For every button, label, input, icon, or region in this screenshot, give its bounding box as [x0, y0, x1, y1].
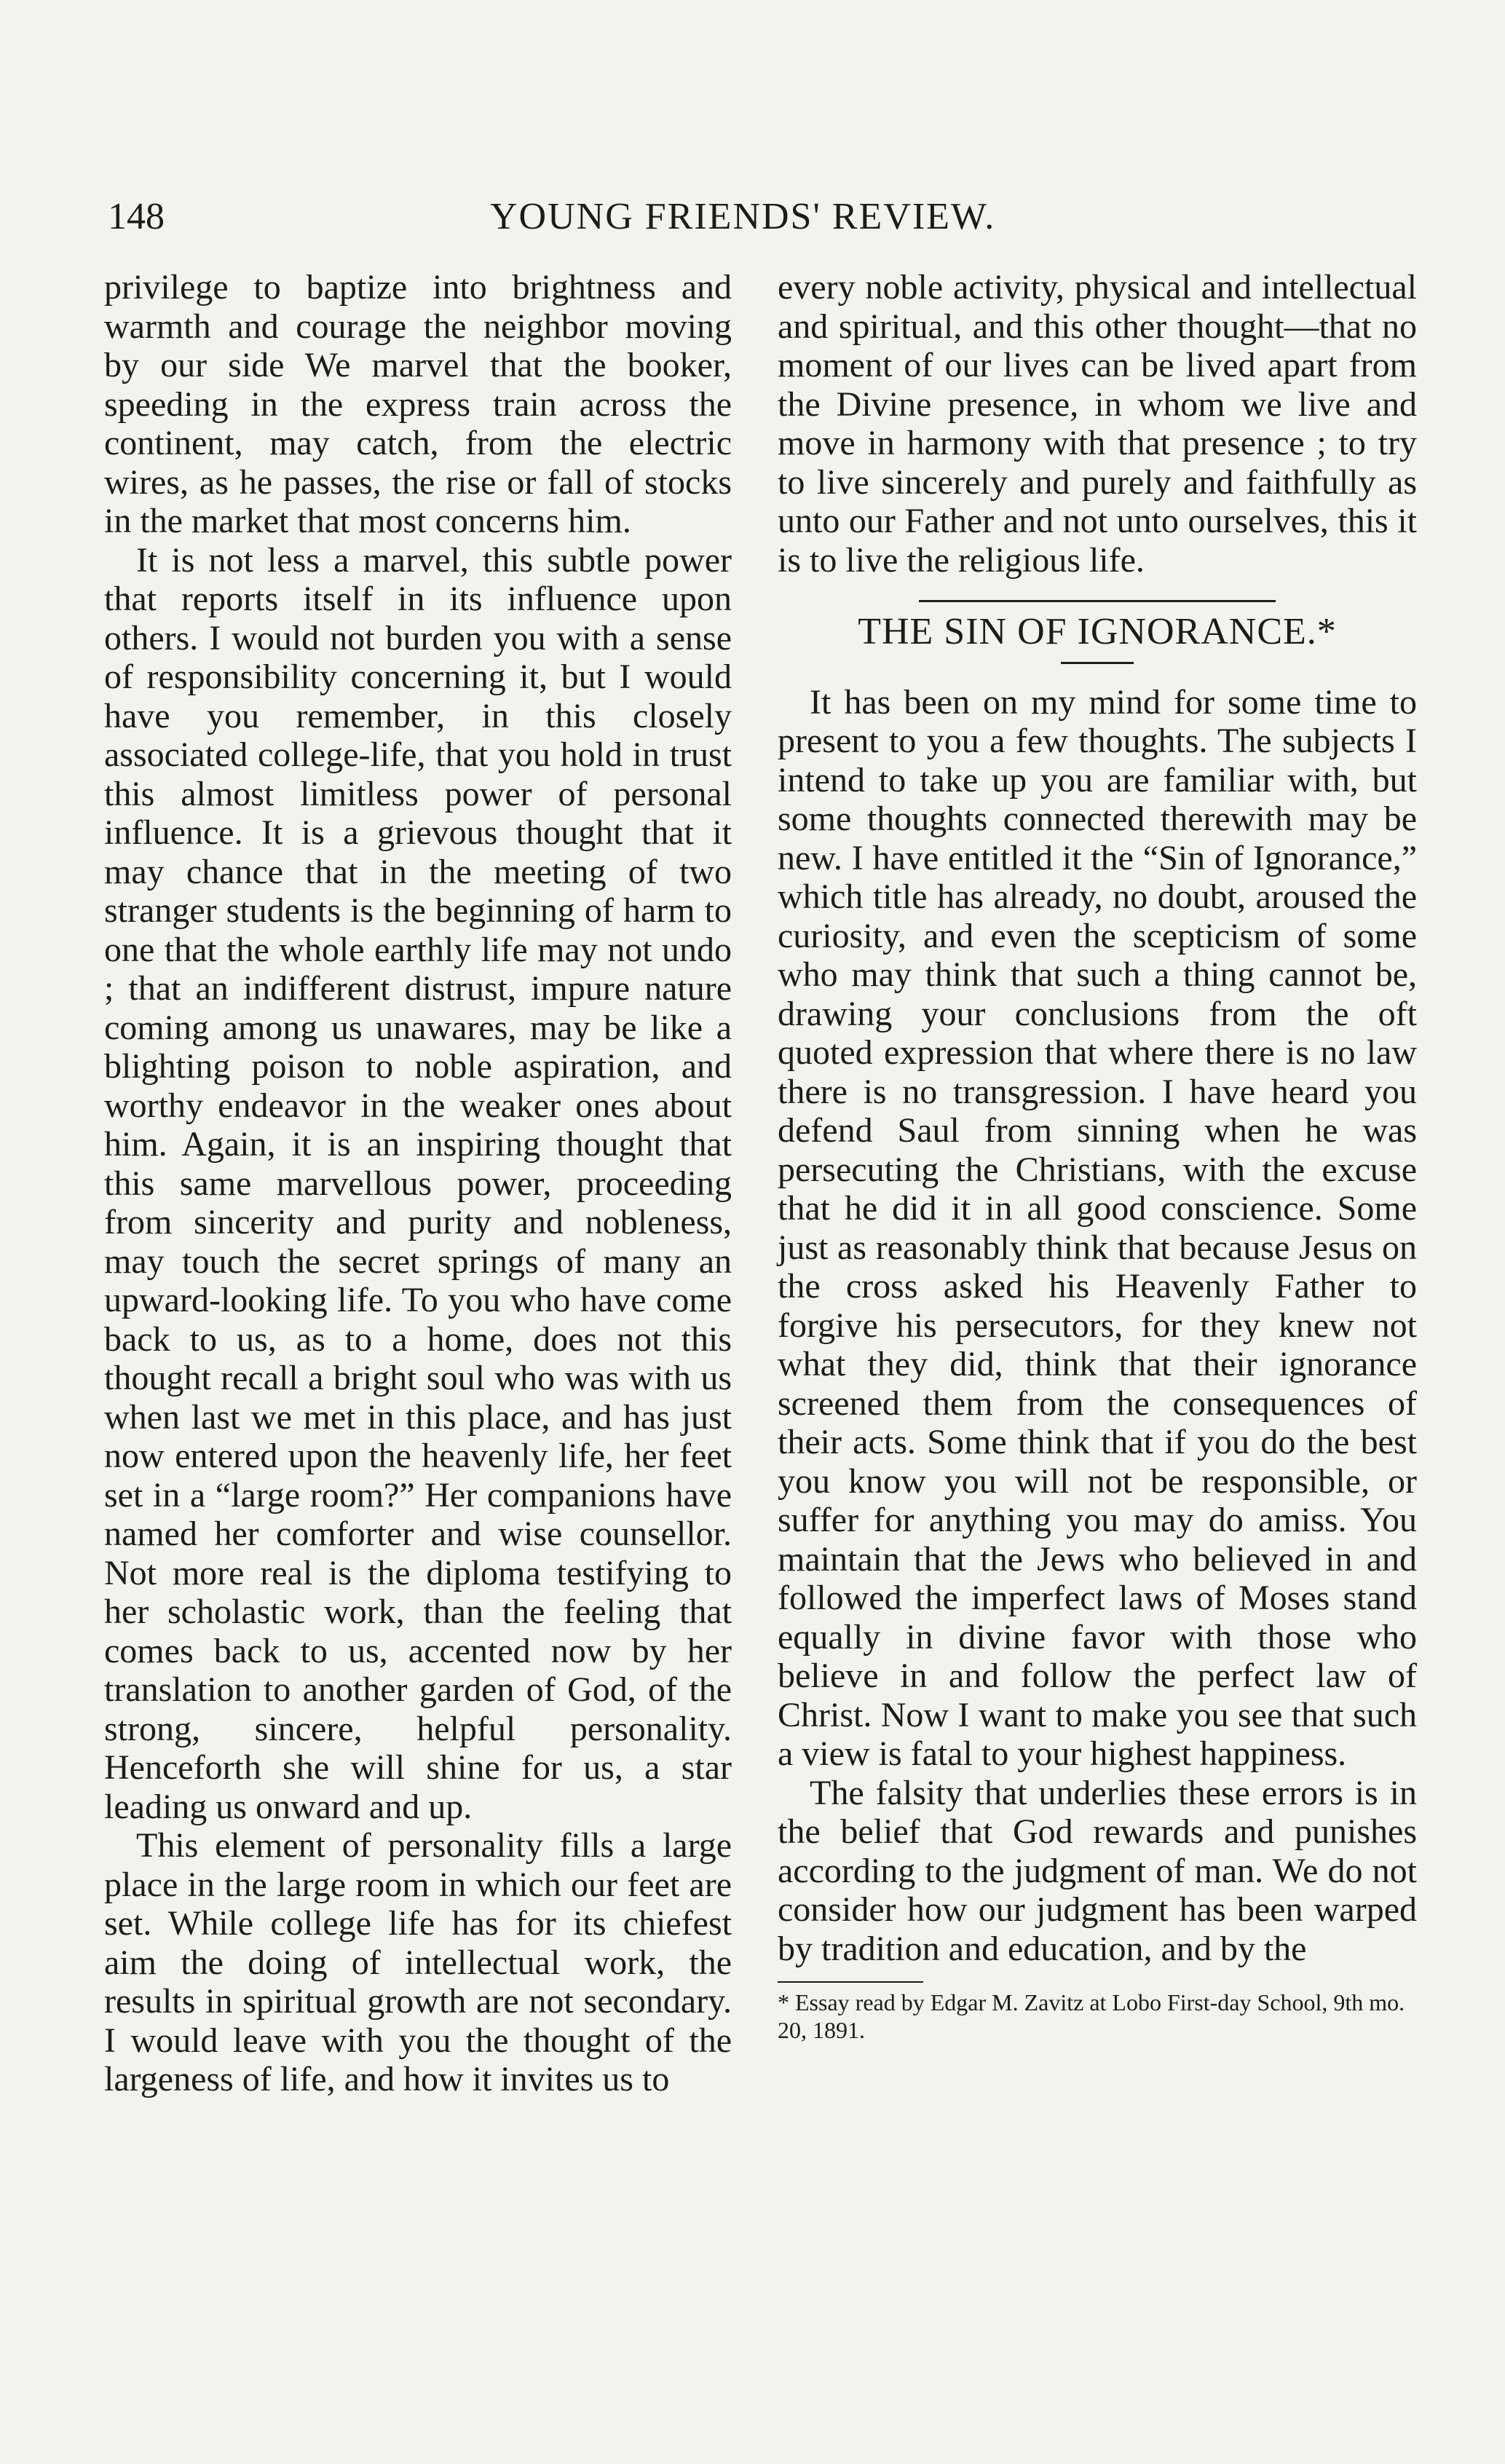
left-paragraph-2: It is not less a marvel, this subtle power that reports itself in its influence upon others. I would not burden you with a sense of responsibility concerning it, but I would have you remember, in this closely associated college-life, that you hold in trust this almost limitless power of personal influence. It is a grievous thought that it may chance that in the meeting of two stranger students is the beginning of harm to one that the whole earthly life may not undo ; that an indifferent distrust, impure nature coming among us unawares, may be like a blighting poison to noble aspiration, and worthy endeavor in the weaker ones about him. Again, it is an inspiring thought that this same marvellous power, proceeding from sincerity and purity and nobleness, may touch the secret springs of many an upward-looking life. To you who have come back to us, as to a home, does not this thought recall a bright soul who was with us when last we met in this place, and has just now entered upon the heavenly life, her feet set in a “large room?” Her companions have named her comforter and wise counsellor. Not more real is the diploma testifying to her scholastic work, than the feeling that comes back to us, accented now by her translation to another garden of God, of the strong, sincere, helpful personality. Henceforth she will shine for us, a star leading us onward and up.: [104, 540, 732, 1826]
right-intro-paragraph: every noble activity, physical and intellectual and spiritual, and this other thought—that no moment of our lives can be lived apart from the Divine presence, in whom we live and move in harmony with that presence ; to try to live sincerely and purely and faithfully as unto our Father and not unto ourselves, this it is to live the religious life.: [778, 268, 1417, 580]
footnote: * Essay read by Edgar M. Zavitz at Lobo First-day School, 9th mo. 20, 1891.: [778, 1989, 1405, 2043]
right-column: [778, 268, 1417, 2044]
title-underline: [1061, 662, 1134, 664]
page-number: 148: [108, 196, 165, 237]
left-paragraph-3: This element of personality fills a large place in the large room in which our feet are set. While college life has for its chiefest aim the doing of intellectual work, the results in spiritual growth are not secondary. I would leave with you the thought of the largeness of life, and how it invites us to: [104, 1826, 732, 2098]
left-column: [104, 268, 732, 2099]
page-header: [108, 195, 1404, 253]
essay-title: THE SIN OF IGNORANCE.*: [858, 611, 1337, 652]
left-paragraph-1: privilege to baptize into brightness and warmth and courage the neighbor moving by our side We marvel that the booker, speeding in the express train across the continent, may catch, from the electric wires, as he passes, the rise or fall of stocks in the market that most concerns him.: [104, 268, 732, 540]
running-title: YOUNG FRIENDS' REVIEW.: [490, 196, 996, 237]
section-divider: [919, 600, 1276, 602]
essay-paragraph-1: It has been on my mind for some time to present to you a few thoughts. The subjects I intend to take up you are familiar with, but some thoughts connected therewith may be new. I have entitled it the “Sin of Ignorance,” which title has already, no doubt, aroused the curiosity, and even the scepticism of some who may think that such a thing cannot be, drawing your conclusions from the oft quoted expression that where there is no law there is no transgression. I have heard you defend Saul from sinning when he was persecuting the Christians, with the excuse that he did it in all good conscience. Some just as reasonably think that because Jesus on the cross asked his Heavenly Father to forgive his persecutors, for they knew not what they did, think that their ignorance screened them from the consequences of their acts. Some think that if you do the best you know you will not be responsible, or suffer for anything you may do amiss. You maintain that the Jews who believed in and followed the imperfect laws of Moses stand equally in divine favor with those who believe in and follow the perfect law of Christ. Now I want to make you see that such a view is fatal to your highest happiness.: [778, 682, 1417, 1773]
essay-paragraph-2: The falsity that underlies these errors is in the belief that God rewards and punishes according to the judgment of man. We do not consider how our judgment has been warped by tradition and education, and by the: [778, 1773, 1417, 1968]
footnote-divider: [778, 1981, 923, 1983]
